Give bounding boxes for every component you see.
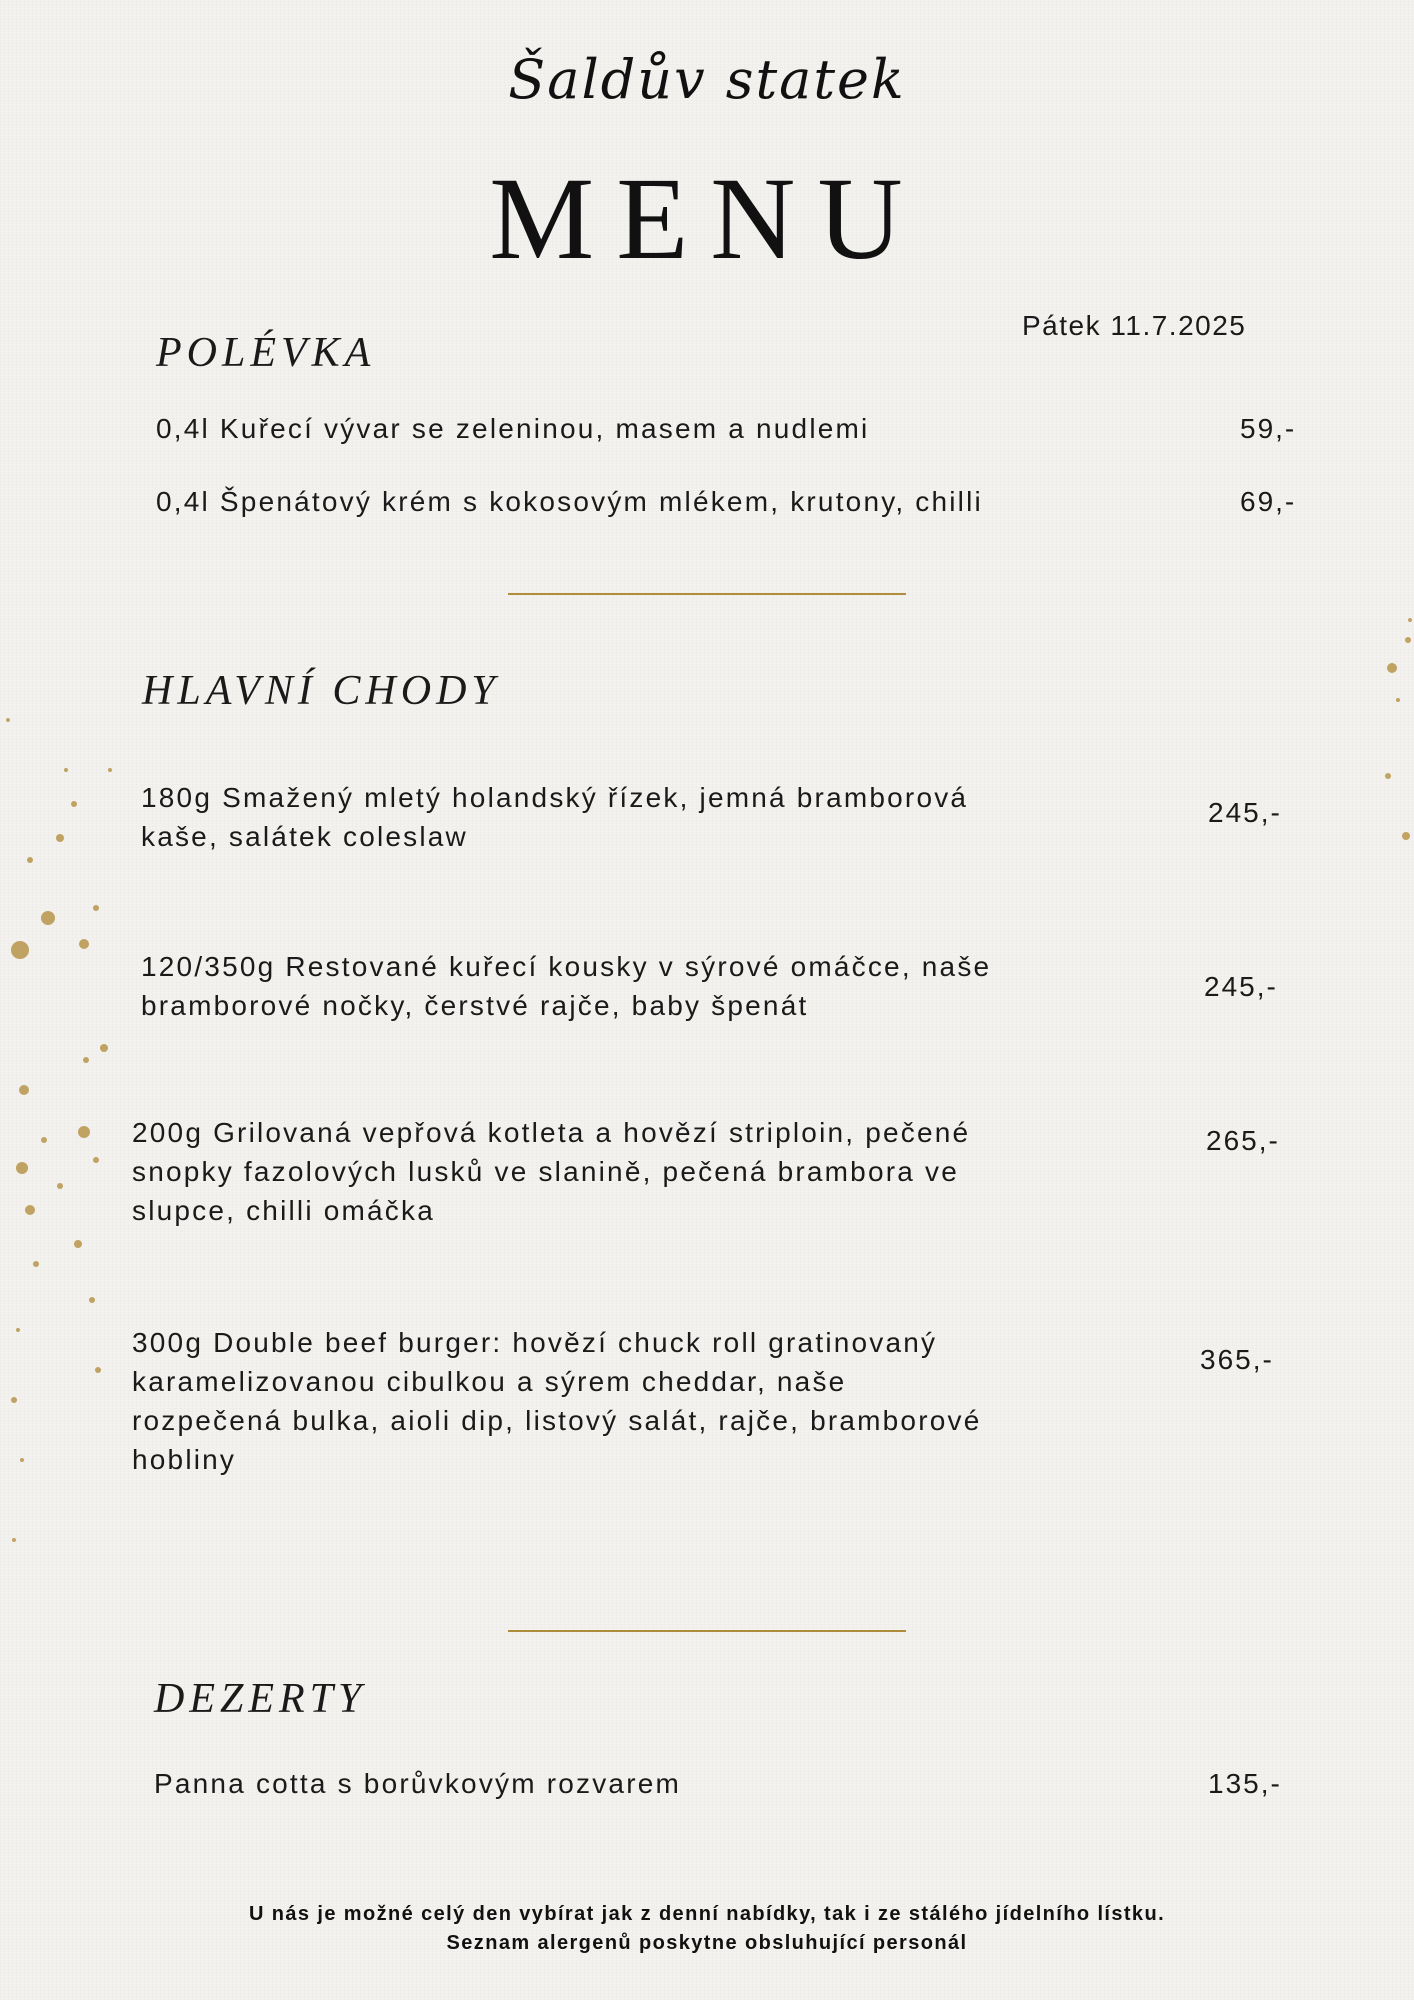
footer-note xyxy=(0,1900,1414,1958)
main-item-4-line: rozpečená bulka, aioli dip, listový salát, rajče, bramborové xyxy=(132,1405,982,1436)
main-item-1-line: kaše, salátek coleslaw xyxy=(141,821,468,852)
soup-item-2: 0,4l Špenátový krém s kokosovým mlékem, krutony, chilli xyxy=(156,486,983,517)
main-item-4-line: hobliny xyxy=(132,1444,237,1475)
dessert-item-1-price: 135,- xyxy=(1208,1768,1282,1799)
main-item-1-price: 245,- xyxy=(1208,797,1282,828)
main-item-2-price: 245,- xyxy=(1204,971,1278,1002)
main-item-1 xyxy=(141,778,968,856)
main-item-2 xyxy=(141,947,991,1025)
main-item-2-line: bramborové nočky, čerstvé rajče, baby špenát xyxy=(141,990,809,1021)
main-item-3-line: 200g Grilovaná vepřová kotleta a hovězí striploin, pečené xyxy=(132,1117,971,1148)
section-divider xyxy=(508,1630,906,1632)
main-item-3-price: 265,- xyxy=(1206,1125,1280,1156)
main-item-3-line: snopky fazolových lusků ve slanině, pečená brambora ve xyxy=(132,1156,959,1187)
main-item-4-line: karamelizovanou cibulkou a sýrem cheddar, naše xyxy=(132,1366,847,1397)
section-heading-desserts: DEZERTY xyxy=(154,1676,367,1722)
restaurant-name: Šaldův statek xyxy=(508,48,906,111)
section-heading-mains: HLAVNÍ CHODY xyxy=(142,668,500,714)
section-divider xyxy=(508,593,906,595)
main-item-3-line: slupce, chilli omáčka xyxy=(132,1195,435,1226)
section-heading-soups: POLÉVKA xyxy=(156,330,376,376)
main-item-1-line: 180g Smažený mletý holandský řízek, jemná bramborová xyxy=(141,782,969,813)
soup-item-1: 0,4l Kuřecí vývar se zeleninou, masem a nudlemi xyxy=(156,413,870,444)
menu-title: MENU xyxy=(489,153,925,284)
main-item-4-line: 300g Double beef burger: hovězí chuck roll gratinovaný xyxy=(132,1327,938,1358)
main-item-2-line: 120/350g Restované kuřecí kousky v sýrové omáčce, naše xyxy=(141,951,992,982)
dessert-item-1: Panna cotta s borůvkovým rozvarem xyxy=(154,1768,682,1799)
footer-line: Seznam alergenů poskytne obsluhující personál xyxy=(446,1932,968,1954)
main-item-4 xyxy=(132,1323,981,1479)
soup-item-2-price: 69,- xyxy=(1240,486,1297,517)
main-item-4-price: 365,- xyxy=(1200,1344,1274,1375)
soup-item-1-price: 59,- xyxy=(1240,413,1297,444)
footer-line: U nás je možné celý den vybírat jak z denní nabídky, tak i ze stálého jídelního lístku. xyxy=(248,1903,1166,1925)
menu-date: Pátek 11.7.2025 xyxy=(1022,310,1247,341)
main-item-3 xyxy=(132,1113,970,1230)
